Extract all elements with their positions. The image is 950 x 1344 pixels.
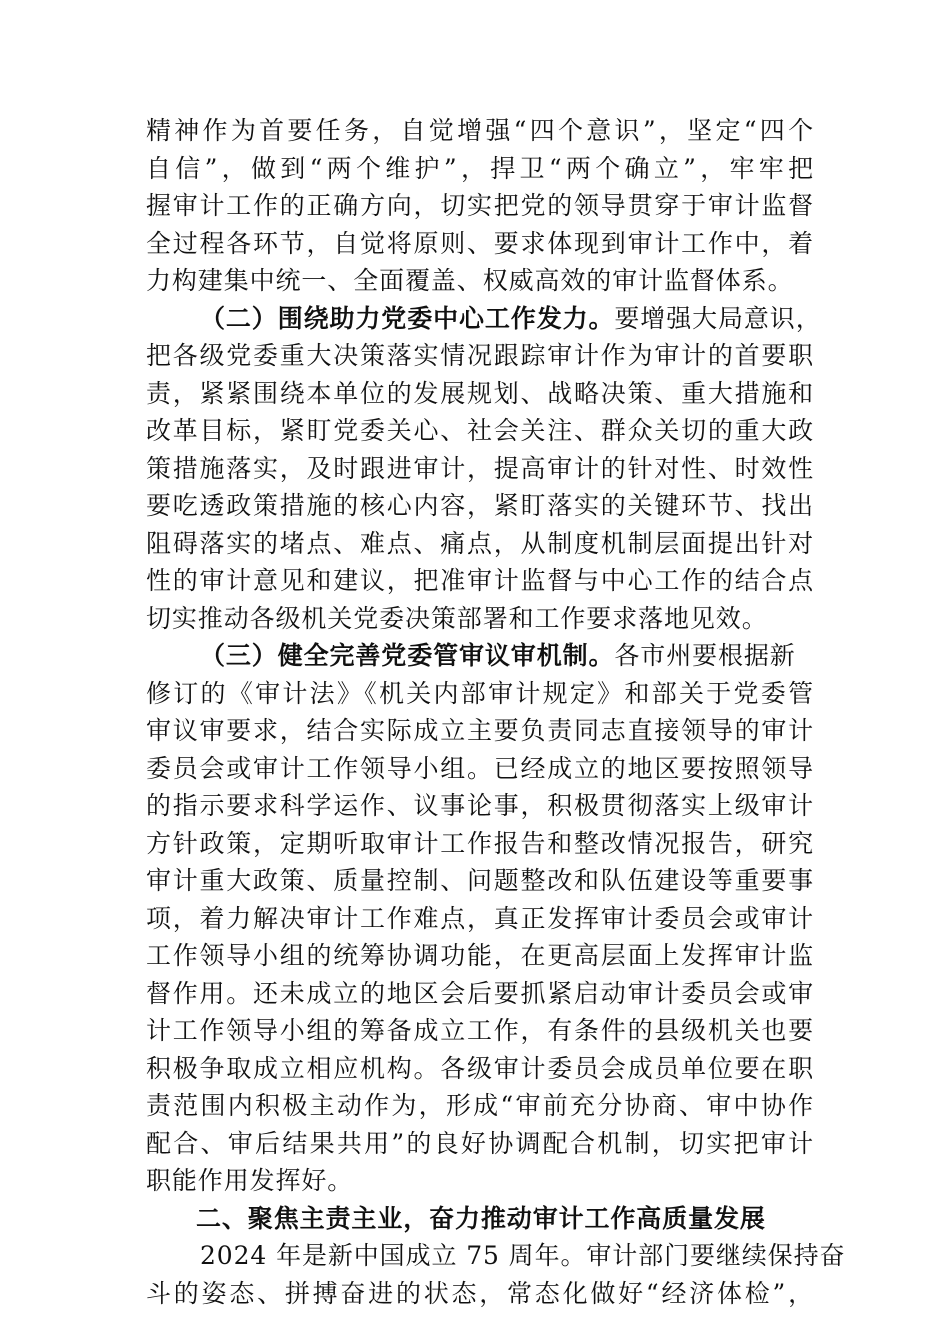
text-line: 2024 年是新中国成立 75 周年。审计部门要继续保持奋 xyxy=(200,1241,846,1270)
section-title-3: （三）健全完善党委管审议审机制。 xyxy=(200,641,615,670)
text-line: 责范围内积极主动作为，形成“审前充分协商、审中协作 xyxy=(146,1091,814,1120)
text-line: 阻碍落实的堵点、难点、痛点，从制度机制层面提出针对 xyxy=(146,528,814,558)
section-lead-line xyxy=(146,637,814,675)
text-line: 审议审要求，结合实际成立主要负责同志直接领导的审计 xyxy=(146,716,814,745)
document-body xyxy=(146,112,846,1312)
text-line: 积极争取成立相应机构。各级审计委员会成员单位要在职 xyxy=(146,1053,814,1083)
text-line: 方针政策，定期听取审计工作报告和整改情况报告，研究 xyxy=(146,828,814,858)
text-line: 要吃透政策措施的核心内容，紧盯落实的关键环节、找出 xyxy=(146,491,814,520)
text-line: 修订的《审计法》《机关内部审计规定》和部关于党委管 xyxy=(146,678,814,708)
text-line: 督作用。还未成立的地区会后要抓紧启动审计委员会或审 xyxy=(146,978,814,1008)
text-line: 计工作领导小组的筹备成立工作，有条件的县级机关也要 xyxy=(146,1016,814,1045)
text-span: 各市州要根据新 xyxy=(614,641,796,670)
text-line: 工作领导小组的统筹协调功能，在更高层面上发挥审计监 xyxy=(146,941,814,970)
text-line: 的指示要求科学运作、议事论事，积极贯彻落实上级审计 xyxy=(146,791,814,820)
text-line: 握审计工作的正确方向，切实把党的领导贯穿于审计监督 xyxy=(146,191,814,220)
text-line: 责，紧紧围绕本单位的发展规划、战略决策、重大措施和 xyxy=(146,378,814,408)
section-title-2: （二）围绕助力党委中心工作发力。 xyxy=(200,303,615,333)
text-span: 要增强大局意识， xyxy=(614,303,822,333)
text-line: 斗的姿态、拼搏奋进的状态，常态化做好“经济体检”， xyxy=(146,1278,814,1308)
text-line: 全过程各环节，自觉将原则、要求体现到审计工作中，着 xyxy=(146,228,814,258)
text-line: 切实推动各级机关党委决策部署和工作要求落地见效。 xyxy=(146,603,768,633)
text-line: 审计重大政策、质量控制、问题整改和队伍建设等重要事 xyxy=(146,866,814,895)
chapter-heading: 二、聚焦主责主业，奋力推动审计工作高质量发展 xyxy=(196,1203,766,1233)
text-line: 自信”，做到“两个维护”，捍卫“两个确立”，牢牢把 xyxy=(146,153,814,183)
text-line: 力构建集中统一、全面覆盖、权威高效的审计监督体系。 xyxy=(146,266,794,295)
text-line: 委员会或审计工作领导小组。已经成立的地区要按照领导 xyxy=(146,753,814,783)
text-line: 精神作为首要任务，自觉增强“四个意识”，坚定“四个 xyxy=(146,116,814,145)
text-line: 职能作用发挥好。 xyxy=(146,1166,354,1195)
section-lead-line xyxy=(146,300,822,338)
text-line: 改革目标，紧盯党委关心、社会关注、群众关切的重大政 xyxy=(146,416,814,445)
text-line: 性的审计意见和建议，把准审计监督与中心工作的结合点 xyxy=(146,566,814,595)
text-line: 配合、审后结果共用”的良好协调配合机制，切实把审计 xyxy=(146,1128,814,1158)
text-line: 把各级党委重大决策落实情况跟踪审计作为审计的首要职 xyxy=(146,341,814,370)
text-line: 项，着力解决审计工作难点，真正发挥审计委员会或审计 xyxy=(146,903,814,933)
text-line: 策措施落实，及时跟进审计，提高审计的针对性、时效性 xyxy=(146,453,814,483)
